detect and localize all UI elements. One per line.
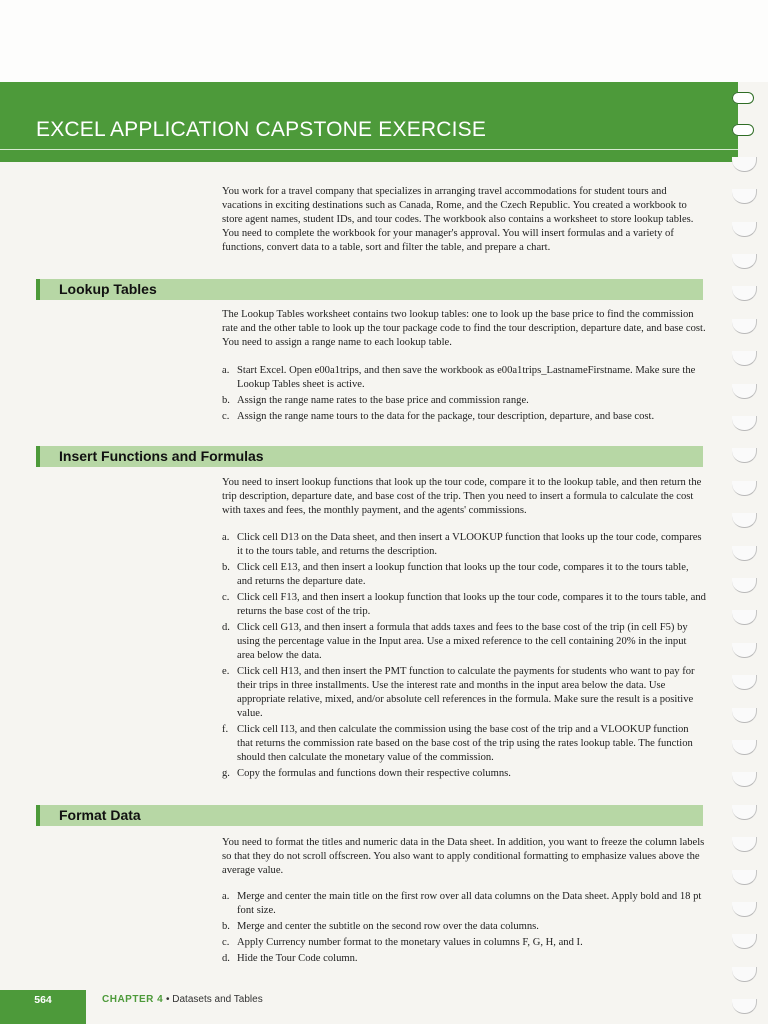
section-heading: Format Data	[59, 807, 141, 823]
list-item	[222, 890, 706, 918]
item-text: Click cell F13, and then insert a lookup function that looks up the tour code, compares it to the tours table, and returns the base cost of the trip.	[237, 592, 706, 617]
item-text: Copy the formulas and functions down their respective columns.	[237, 768, 511, 779]
item-text: Assign the range name rates to the base price and commission range.	[237, 395, 529, 406]
spiral-binding-ring-icon	[732, 934, 757, 949]
section-bar-accent	[36, 446, 40, 467]
item-label: b.	[222, 395, 230, 406]
item-label: b.	[222, 562, 230, 573]
item-text: Click cell D13 on the Data sheet, and then insert a VLOOKUP function that looks up the tour code, compares it to the tours table, and returns the description.	[237, 532, 702, 557]
section-bar-lookup-tables	[36, 279, 703, 300]
page-number: 564	[34, 994, 52, 1006]
spiral-binding-ring-icon	[732, 481, 757, 496]
item-text: Click cell G13, and then insert a formula that adds taxes and fees to the base cost of the trip (in cell F5) by using the percentage value in the Input area. Use a mixed reference to the cell containing 20% in the input area below the data.	[237, 622, 688, 661]
list-item	[222, 767, 706, 781]
item-label: c.	[222, 592, 230, 603]
spiral-binding-ring-icon	[732, 643, 757, 658]
item-text: Merge and center the main title on the first row over all data columns on the Data sheet. Apply bold and 18 pt font size.	[237, 891, 702, 916]
item-label: a.	[222, 891, 230, 902]
header-band	[0, 82, 738, 162]
spiral-binding-ring-icon	[732, 286, 757, 301]
spiral-binding-ring-icon	[732, 837, 757, 852]
item-text: Assign the range name tours to the data for the package, tour description, departure, and base cost.	[237, 411, 655, 422]
item-label: g.	[222, 768, 230, 779]
list-item	[222, 364, 706, 392]
spiral-binding-ring-icon	[732, 902, 757, 917]
spiral-binding-ring-icon	[732, 189, 757, 204]
spiral-binding-ring-icon	[732, 351, 757, 366]
item-label: e.	[222, 666, 230, 677]
section-bar-format-data	[36, 805, 703, 826]
page-title: EXCEL APPLICATION CAPSTONE EXERCISE	[36, 118, 487, 141]
header-rule	[0, 149, 738, 150]
format-steps	[222, 890, 706, 968]
spiral-binding-ring-icon	[732, 546, 757, 561]
spiral-binding-ring-icon	[732, 675, 757, 690]
spiral-binding-ring-icon	[732, 254, 757, 269]
list-item	[222, 723, 706, 765]
spiral-binding-ring-icon	[732, 740, 757, 755]
spiral-binding-ring-icon	[732, 870, 757, 885]
lookup-steps	[222, 364, 706, 426]
functions-steps	[222, 531, 706, 783]
list-item	[222, 952, 706, 966]
item-label: a.	[222, 365, 230, 376]
item-label: f.	[222, 724, 229, 735]
spiral-binding-ring-icon	[732, 967, 757, 982]
item-text: Click cell I13, and then calculate the commission using the base cost of the trip and a VLOOKUP function that returns the commission rate based on the base cost of the trip using the rates lookup table. The function should then calculate the monetary value of the commission.	[237, 724, 693, 763]
item-label: c.	[222, 937, 230, 948]
list-item	[222, 394, 706, 408]
item-text: Merge and center the subtitle on the second row over the data columns.	[237, 921, 539, 932]
section-bar-accent	[36, 279, 40, 300]
spiral-binding-ring-icon	[732, 448, 757, 463]
footer-chapter-line	[102, 994, 263, 1005]
spiral-binding-ring-icon	[732, 416, 757, 431]
item-label: c.	[222, 411, 230, 422]
spiral-binding-ring-icon	[732, 805, 757, 820]
spiral-binding-ring-icon	[732, 999, 757, 1014]
format-paragraph: You need to format the titles and numeric data in the Data sheet. In addition, you want to freeze the column labels so that they do not scroll offscreen. You also want to apply conditional formatting to emphasize values above the average value.	[222, 837, 705, 876]
list-item	[222, 920, 706, 934]
footer-page-number-band	[0, 990, 86, 1024]
spiral-binding-ring-icon	[732, 578, 757, 593]
spiral-binding-ring-icon	[732, 157, 757, 172]
spiral-binding-ring-icon	[732, 92, 754, 104]
spiral-binding-ring-icon	[732, 124, 754, 136]
list-item	[222, 936, 706, 950]
lookup-paragraph: The Lookup Tables worksheet contains two lookup tables: one to look up the base price to find the commission rate and the other table to look up the tour package code to find the tour description, departure date, and base cost. You need to assign a range name to each lookup table.	[222, 309, 706, 348]
list-item	[222, 665, 706, 721]
spiral-binding-ring-icon	[732, 772, 757, 787]
top-margin	[0, 0, 768, 82]
chapter-label: CHAPTER 4	[102, 994, 164, 1005]
spiral-binding	[728, 86, 762, 1016]
item-text: Apply Currency number format to the monetary values in columns F, G, H, and I.	[237, 937, 583, 948]
item-text: Start Excel. Open e00a1trips, and then save the workbook as e00a1trips_LastnameFirstname. Make sure the Lookup Tables sheet is active.	[237, 365, 696, 390]
functions-paragraph: You need to insert lookup functions that look up the tour code, compare it to the lookup table, and then return the trip description, departure date, and base cost of the trip. Then you need to insert a formula to calculate the cost with taxes and fees, the monthly payment, and the agents' commissions.	[222, 477, 702, 516]
spiral-binding-ring-icon	[732, 513, 757, 528]
spiral-binding-ring-icon	[732, 319, 757, 334]
item-text: Click cell H13, and then insert the PMT function to calculate the payments for students who want to pay for their trips in three installments. Use the interest rate and months in the input area below the data. Use appropriate relative, mixed, and/or absolute cell references in the formula. Make sure the result is a positive value.	[237, 666, 695, 719]
list-item	[222, 621, 706, 663]
section-bar-accent	[36, 805, 40, 826]
section-heading: Lookup Tables	[59, 281, 157, 297]
item-text: Hide the Tour Code column.	[237, 953, 358, 964]
item-label: b.	[222, 921, 230, 932]
item-label: a.	[222, 532, 230, 543]
spiral-binding-ring-icon	[732, 384, 757, 399]
chapter-title: Datasets and Tables	[172, 994, 263, 1005]
list-item	[222, 531, 706, 559]
section-bar-insert-functions	[36, 446, 703, 467]
spiral-binding-ring-icon	[732, 222, 757, 237]
list-item	[222, 410, 706, 424]
section-heading: Insert Functions and Formulas	[59, 448, 264, 464]
spiral-binding-ring-icon	[732, 708, 757, 723]
intro-paragraph: You work for a travel company that specializes in arranging travel accommodations for student tours and vacations in exciting destinations such as Canada, Rome, and the Czech Republic. You created a workbook to store agent names, student IDs, and tour codes. The workbook also contains a worksheet to store lookup tables. You need to complete the workbook for your manager's approval. You will insert formulas and a variety of functions, convert data to a table, sort and filter the table, and prepare a chart.	[222, 186, 694, 253]
list-item	[222, 561, 706, 589]
spiral-binding-ring-icon	[732, 610, 757, 625]
footer-separator: •	[165, 994, 170, 1005]
item-text: Click cell E13, and then insert a lookup function that looks up the tour code, compares it to the tours table, and returns the departure date.	[237, 562, 689, 587]
item-label: d.	[222, 622, 230, 633]
item-label: d.	[222, 953, 230, 964]
list-item	[222, 591, 706, 619]
